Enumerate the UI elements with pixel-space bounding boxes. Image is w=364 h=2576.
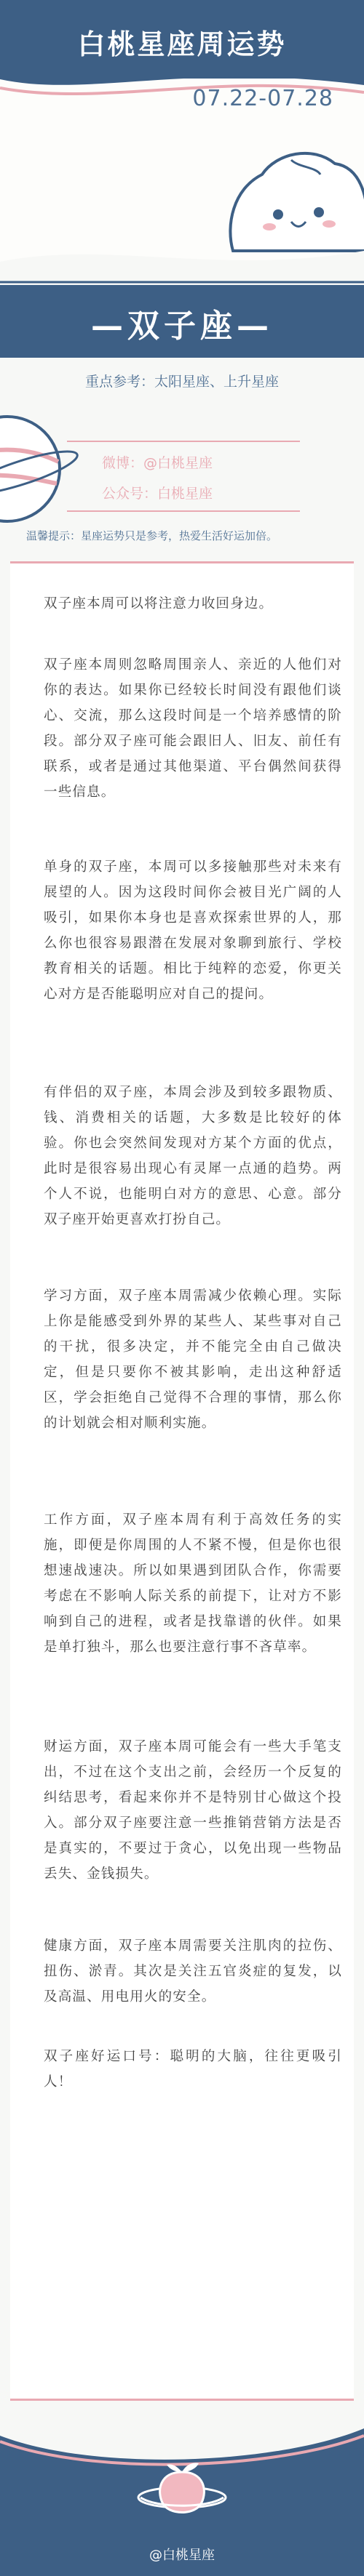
paragraph-wealth: 财运方面，双子座本周可能会有一些大手笔支出，不过在这个支出之前，会经历一个反复的纠结思考，看起来你并不是特别甘心做这个投入。部分双子座要注意一些推销营销方法是否是真实的，不要过于贪心，以免出现一些物品丢失、金钱损失。 <box>44 1739 342 1882</box>
footer-handle: @白桃星座 <box>149 2548 215 2563</box>
paragraph-intro: 双子座本周可以将注意力收回身边。 <box>44 596 274 611</box>
horoscope-content-panel <box>10 561 354 2401</box>
warm-tip: 温馨提示：星座运势只是参考，热爱生活好运加倍。 <box>26 529 278 542</box>
sign-band-top-line <box>0 275 364 297</box>
peach-planet-icon <box>135 2450 229 2530</box>
hero-banner <box>0 0 364 270</box>
zodiac-sign-name: —双子座— <box>91 308 273 345</box>
hero-ground-wave <box>0 233 364 270</box>
reference-note: 重点参考：太阳星座、上升星座 <box>84 374 279 390</box>
paragraph-work: 工作方面，双子座本周有利于高效任务的实施，即便是你周围的人不紧不慢，但是你也很想速战速决。所以如果遇到团队合作，你需要考虑在不影响人际关系的前提下，让对方不影响到自己的进程，或者是找靠谱的伙伴。如果是单打独斗，那么也要注意行事不吝草率。 <box>44 1512 342 1655</box>
wechat-handle: 公众号：白桃星座 <box>102 486 213 502</box>
paragraph-partner: 有伴侣的双子座，本周会涉及到较多跟物质、钱、消费相关的话题，大多数是比较好的体验。你也会突然间发现对方某个方面的优点，此时是很容易出现心有灵犀一点通的趋势。两个人不说，也能明白对方的意思、心意。部分双子座开始更喜欢打扮自己。 <box>44 1085 342 1227</box>
weibo-handle: 微博：@白桃星座 <box>102 455 213 471</box>
paragraph-health: 健康方面，双子座本周需要关注肌肉的拉伤、扭伤、淤青。其次是关注五官炎症的复发，以及高温、用电用火的安全。 <box>44 1938 342 2005</box>
paragraph-slogan: 双子座好运口号：聪明的大脑，往往更吸引人！ <box>44 2049 342 2090</box>
date-range: 07.22-07.28 <box>192 86 333 111</box>
paragraph-single: 单身的双子座，本周可以多接触那些对未来有展望的人。因为这段时间你会被目光广阔的人吸引，如果你本身也是喜欢探索世界的人，那么你也很容易跟潜在发展对象聊到旅行、学校教育相关的话题。相比于纯粹的恋爱，你更关心对方是否能聪明应对自己的提问。 <box>44 859 342 1002</box>
paragraph-family: 双子座本周则忽略周围亲人、亲近的人他们对你的表达。如果你已经较长时间没有跟他们谈心、交流，那么这段时间是一个培养感情的阶段。部分双子座可能会跟旧人、旧友、前任有联系，或者是通过其他渠道、平台偶然间获得一些信息。 <box>44 657 342 800</box>
social-info-box <box>67 441 300 512</box>
paragraph-study: 学习方面，双子座本周需减少依赖心理。实际上你是能感受到外界的某些人、某些事对自己的干扰，很多决定，并不能完全由自己做决定，但是只要你不被其影响，走出这种舒适区，学会拒绝自己觉得不合理的事情，那么你的计划就会相对顺利实施。 <box>44 1288 342 1431</box>
page-title: 白桃星座周运势 <box>77 28 287 60</box>
